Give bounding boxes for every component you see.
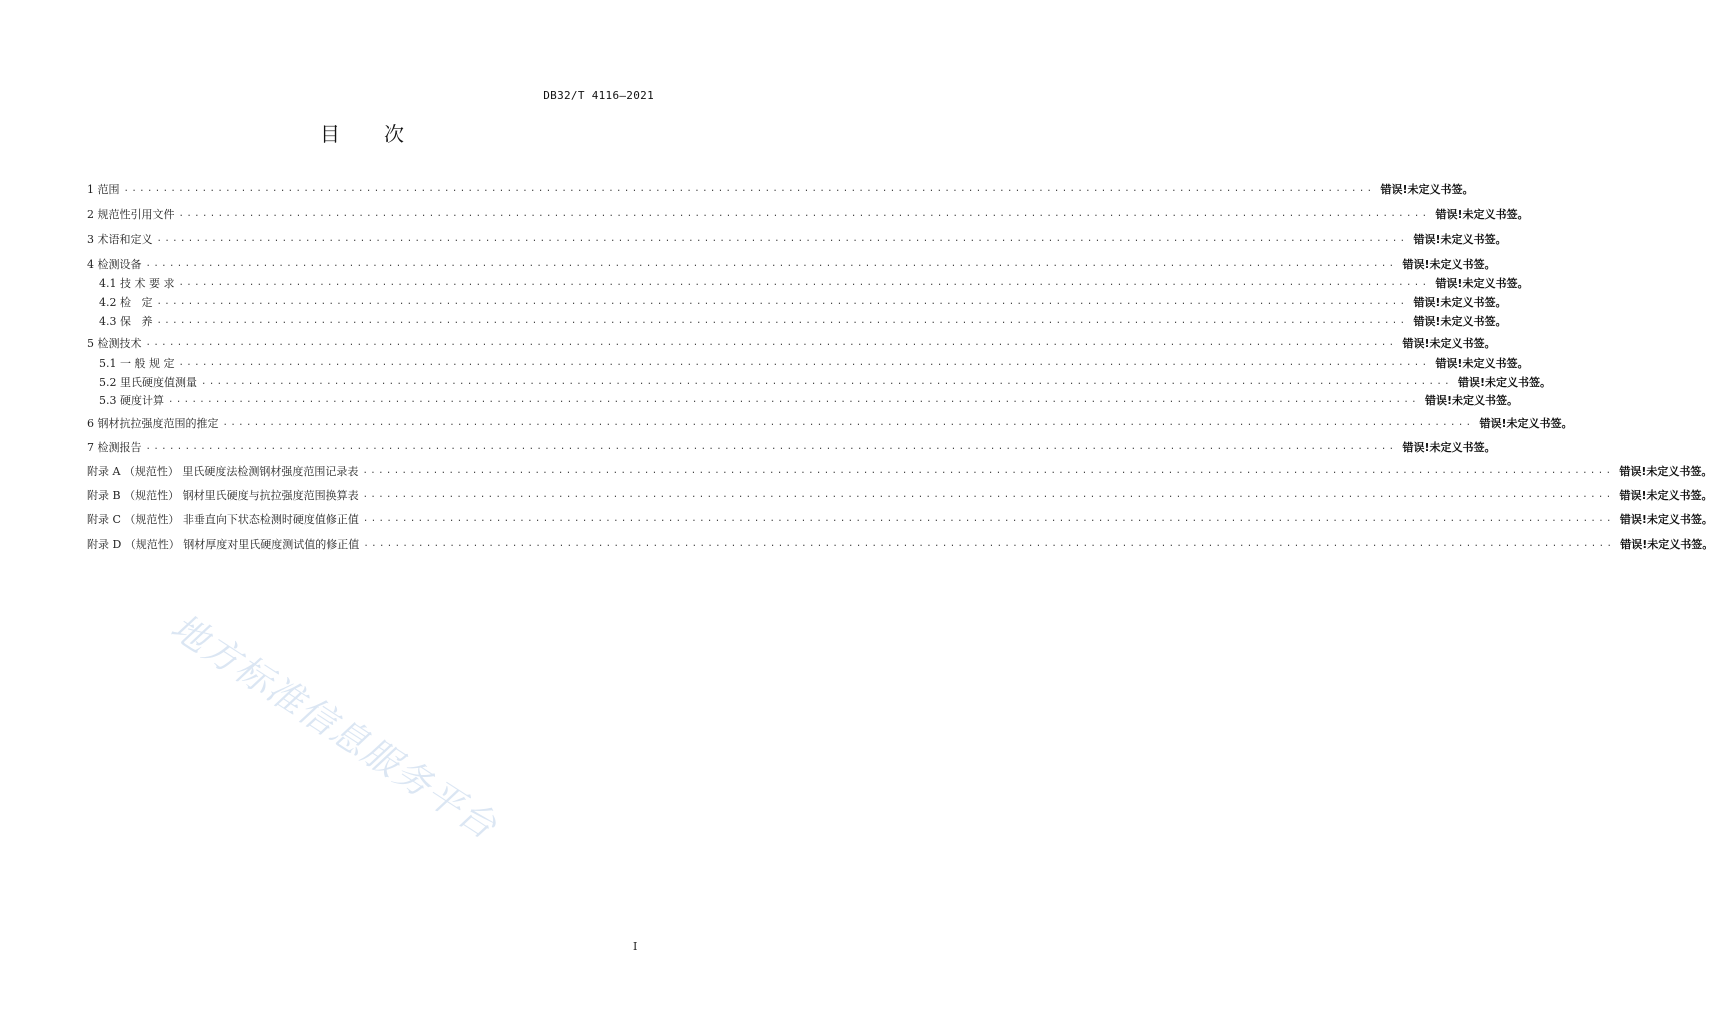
toc-entry-appendix-a[interactable] — [87, 462, 1713, 480]
toc-entry-label: 4 检测设备 — [87, 258, 142, 271]
toc-entry-page-ref: 错误!未定义书签。 — [1619, 465, 1713, 478]
toc-entry-page-ref: 错误!未定义书签。 — [1413, 315, 1507, 328]
toc-entry-3[interactable] — [87, 230, 1507, 248]
toc-entry-4-3[interactable] — [99, 312, 1507, 330]
toc-leader-dots: ................................................................................................................................................................ — [178, 278, 1430, 288]
toc-leader-dots: ................................................................................................................................................................ — [145, 259, 1397, 269]
toc-entry-label: 4.1 技 术 要 求 — [99, 277, 175, 290]
toc-entry-page-ref: 错误!未定义书签。 — [1620, 538, 1713, 551]
toc-title-char-2: 次 — [384, 122, 404, 146]
toc-leader-dots: ................................................................................................................................................................ — [362, 514, 1614, 524]
toc-entry-label: 附录 D （规范性） 钢材厚度对里氏硬度测试值的修正值 — [87, 538, 360, 551]
toc-entry-label: 5 检测技术 — [87, 337, 142, 350]
toc-entry-label: 5.2 里氏硬度值测量 — [99, 376, 197, 389]
toc-leader-dots: ................................................................................................................................................................ — [145, 442, 1397, 452]
toc-entry-page-ref: 错误!未定义书签。 — [1457, 376, 1551, 389]
toc-leader-dots: ................................................................................................................................................................ — [156, 297, 1408, 307]
toc-entry-appendix-d[interactable] — [87, 535, 1713, 553]
toc-entry-label: 4.3 保 养 — [99, 315, 153, 328]
toc-entry-4[interactable] — [87, 255, 1496, 273]
toc-leader-dots: ................................................................................................................................................................ — [178, 358, 1430, 368]
toc-leader-dots: ................................................................................................................................................................ — [168, 395, 1419, 405]
toc-entry-page-ref: 错误!未定义书签。 — [1479, 417, 1573, 430]
toc-entry-label: 5.3 硬度计算 — [99, 394, 164, 407]
toc-leader-dots: ................................................................................................................................................................ — [123, 184, 1375, 194]
toc-title-char-1: 目 — [320, 122, 340, 146]
toc-entry-6[interactable] — [87, 414, 1573, 432]
toc-entry-page-ref: 错误!未定义书签。 — [1435, 277, 1529, 290]
toc-entry-label: 附录 B （规范性） 钢材里氏硬度与抗拉强度范围换算表 — [87, 489, 359, 502]
toc-leader-dots: ................................................................................................................................................................ — [156, 316, 1408, 326]
toc-entry-appendix-b[interactable] — [87, 486, 1713, 504]
toc-entry-page-ref: 错误!未定义书签。 — [1619, 513, 1713, 526]
toc-entry-page-ref: 错误!未定义书签。 — [1402, 258, 1496, 271]
toc-entry-label: 3 术语和定义 — [87, 233, 153, 246]
toc-leader-dots: ................................................................................................................................................................ — [362, 466, 1614, 476]
toc-leader-dots: ................................................................................................................................................................ — [201, 377, 1452, 387]
toc-entry-page-ref: 错误!未定义书签。 — [1619, 489, 1713, 502]
toc-leader-dots: ................................................................................................................................................................ — [178, 209, 1430, 219]
page-number: I — [633, 940, 638, 953]
toc-entry-page-ref: 错误!未定义书签。 — [1380, 183, 1474, 196]
toc-entry-5-1[interactable] — [99, 354, 1529, 372]
toc-entry-4-2[interactable] — [99, 293, 1507, 311]
toc-entry-page-ref: 错误!未定义书签。 — [1435, 357, 1529, 370]
toc-leader-dots: ................................................................................................................................................................ — [145, 338, 1397, 348]
toc-leader-dots: ................................................................................................................................................................ — [363, 539, 1615, 549]
toc-entry-2[interactable] — [87, 205, 1529, 223]
toc-entry-label: 6 钢材抗拉强度范围的推定 — [87, 417, 219, 430]
toc-entry-label: 5.1 一 般 规 定 — [99, 357, 175, 370]
toc-entry-page-ref: 错误!未定义书签。 — [1435, 208, 1529, 221]
toc-entry-appendix-c[interactable] — [87, 510, 1713, 528]
toc-entry-5[interactable] — [87, 334, 1496, 352]
toc-title — [0, 118, 724, 147]
toc-entry-label: 1 范围 — [87, 183, 120, 196]
toc-entry-label: 4.2 检 定 — [99, 296, 153, 309]
toc-entry-label: 附录 A （规范性） 里氏硬度法检测钢材强度范围记录表 — [87, 465, 359, 478]
toc-entry-label: 7 检测报告 — [87, 441, 142, 454]
toc-entry-5-3[interactable] — [99, 391, 1518, 409]
toc-entry-1[interactable] — [87, 180, 1474, 198]
toc-entry-page-ref: 错误!未定义书签。 — [1402, 441, 1496, 454]
toc-leader-dots: ................................................................................................................................................................ — [362, 490, 1614, 500]
watermark: 地方标准信息服务平台 — [163, 606, 505, 849]
toc-entry-page-ref: 错误!未定义书签。 — [1413, 233, 1507, 246]
toc-entry-page-ref: 错误!未定义书签。 — [1402, 337, 1496, 350]
toc-entry-4-1[interactable] — [99, 274, 1529, 292]
toc-entry-7[interactable] — [87, 438, 1496, 456]
standard-code: DB32/T 4116—2021 — [543, 89, 654, 102]
toc-entry-label: 附录 C （规范性） 非垂直向下状态检测时硬度值修正值 — [87, 513, 359, 526]
toc-entry-label: 2 规范性引用文件 — [87, 208, 175, 221]
toc-entry-5-2[interactable] — [99, 373, 1551, 391]
toc-entry-page-ref: 错误!未定义书签。 — [1424, 394, 1518, 407]
toc-leader-dots: ................................................................................................................................................................ — [222, 418, 1474, 428]
toc-entry-page-ref: 错误!未定义书签。 — [1413, 296, 1507, 309]
toc-leader-dots: ................................................................................................................................................................ — [156, 234, 1408, 244]
